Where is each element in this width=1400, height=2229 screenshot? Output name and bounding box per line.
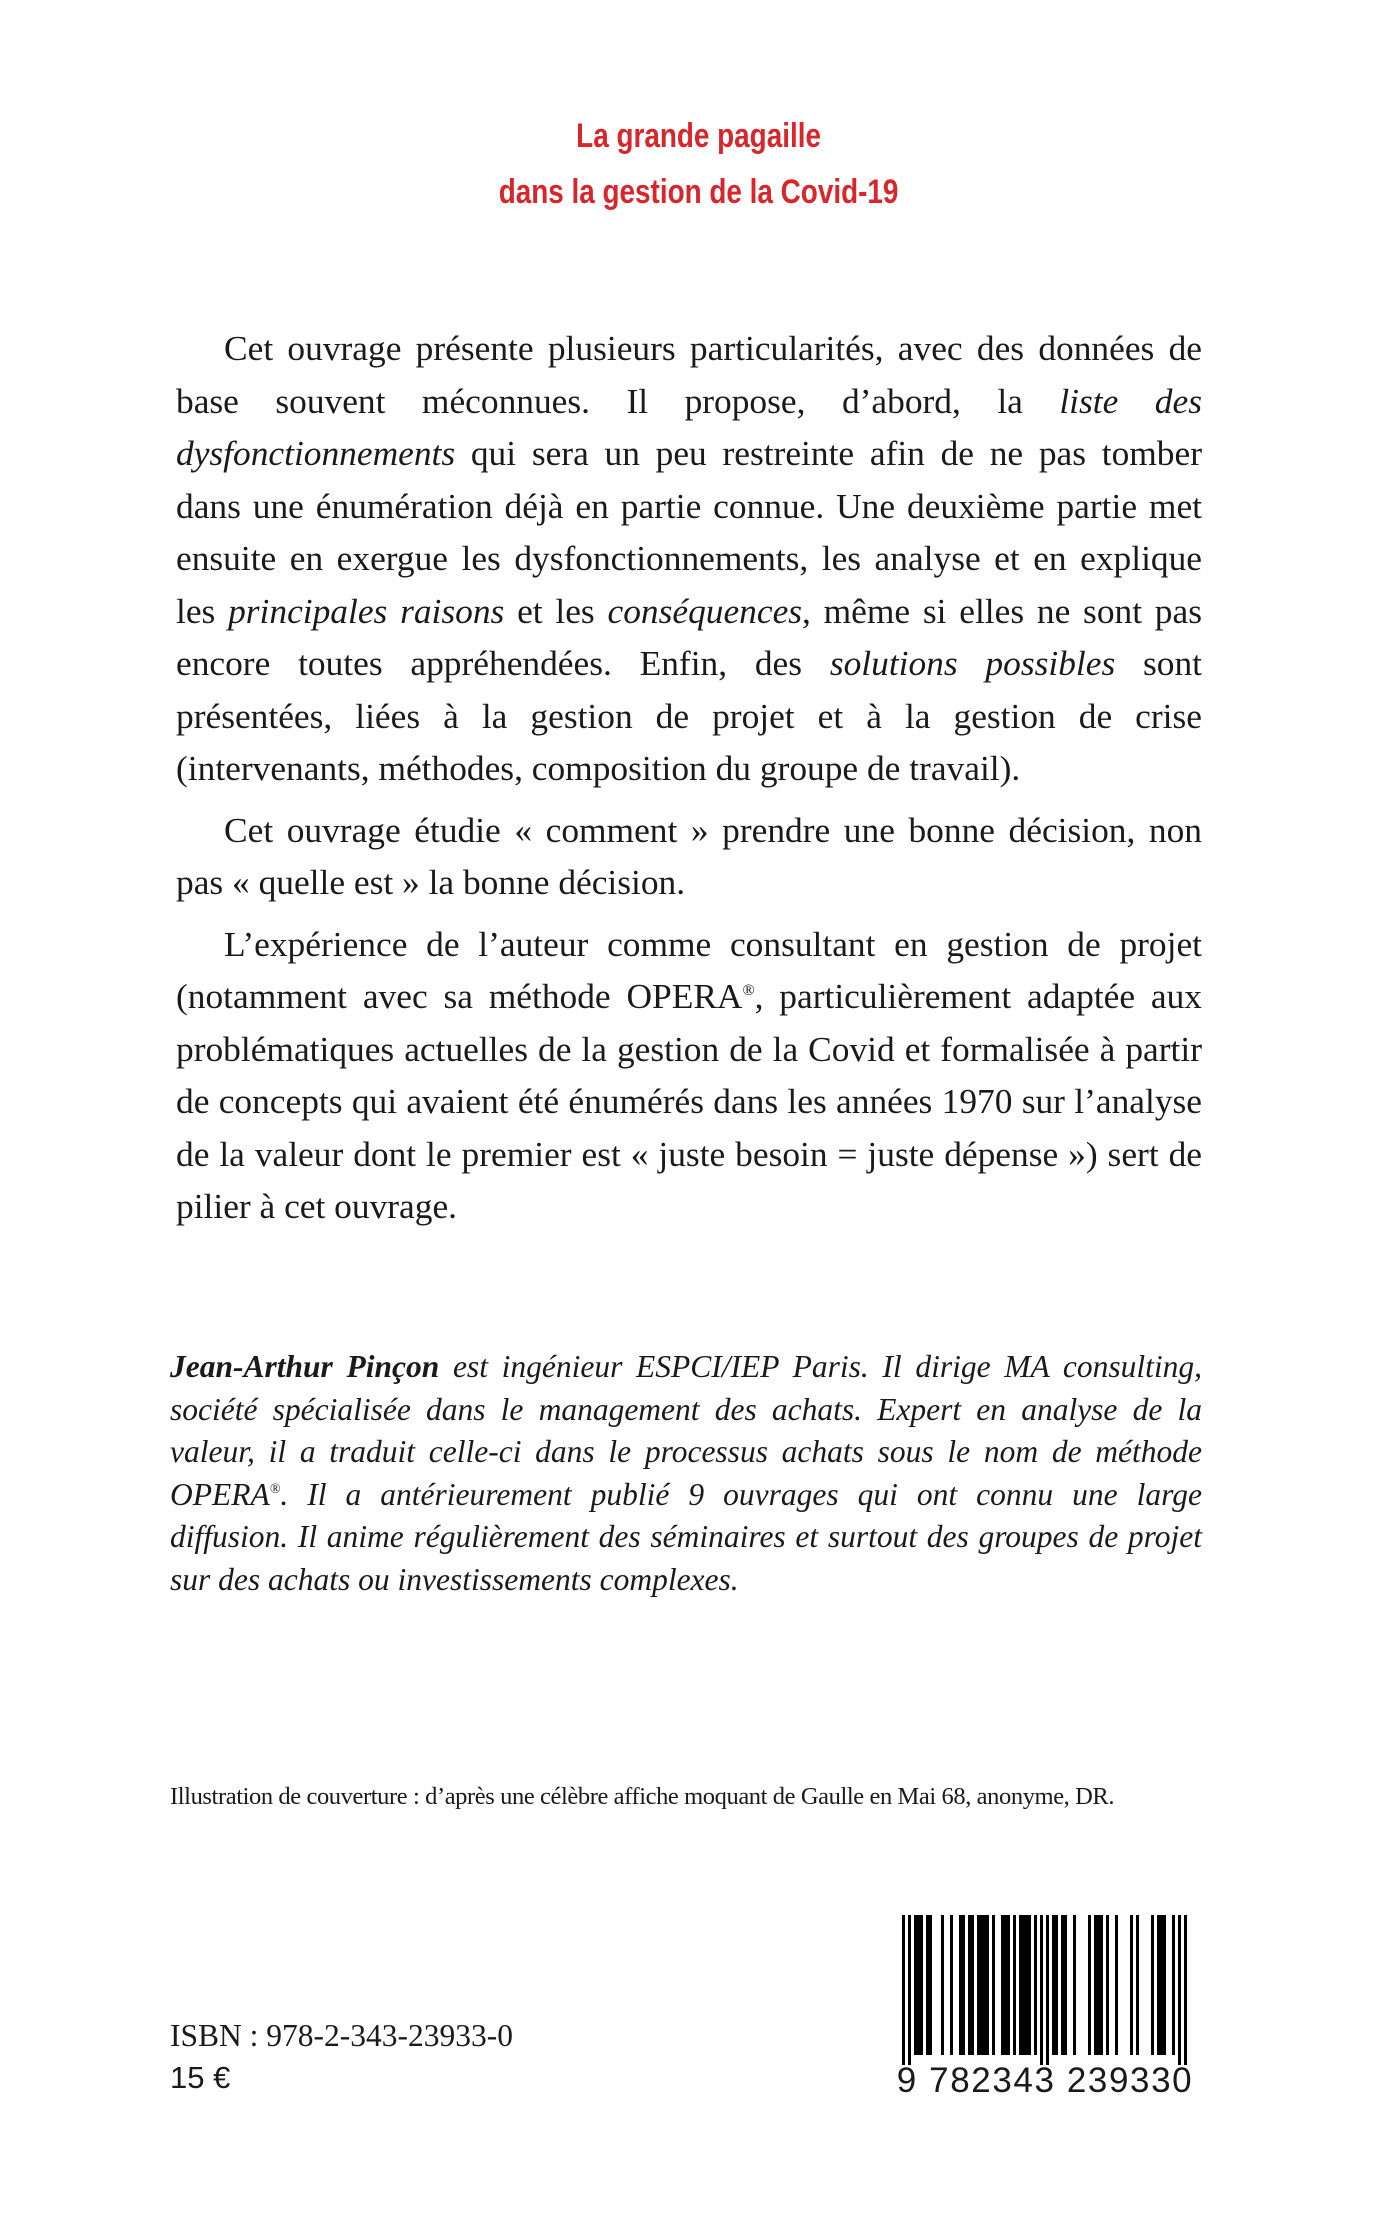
barcode-bar xyxy=(950,1915,953,2055)
barcode-bar xyxy=(980,1915,983,2055)
p1-text-5: sont présentées, liées à la gestion de projet et à la gestion de crise (intervenants, méthodes, composition du groupe de travail). xyxy=(176,643,1202,788)
barcode-bar xyxy=(1013,1915,1016,2055)
book-description xyxy=(176,322,1202,1242)
barcode-bar xyxy=(1172,1915,1175,2055)
bio-registered-mark: ® xyxy=(269,1481,281,1497)
barcode-bar xyxy=(920,1915,923,2055)
barcode-bar xyxy=(1157,1915,1160,2055)
p1-emphasis-4: solutions possibles xyxy=(829,643,1116,683)
p1-text-2: qui sera un peu restreinte afin de ne pas tomber dans une énumération déjà en partie connue. Une deuxième partie met ensuite en exergue les dysfonctionnements, les analyse et en explique les xyxy=(176,433,1202,631)
barcode-bar xyxy=(1064,1915,1067,2055)
bio-text-1: est ingénieur ESPCI/IEP Paris. Il dirige MA consulting, société spécialisée dans le management des achats. Expert en analyse de la valeur, il a traduit celle-ci dans le processus achats sous le nom de méthode OPERA xyxy=(170,1349,1202,1512)
barcode-bar xyxy=(1040,1915,1043,2065)
p1-emphasis-2: principales raisons xyxy=(228,590,505,631)
barcode-bar xyxy=(1028,1915,1031,2055)
registered-mark: ® xyxy=(742,982,755,999)
p1-emphasis-3: conséquences xyxy=(607,590,803,631)
barcode-bar xyxy=(941,1915,944,2055)
barcode-bar xyxy=(1034,1915,1037,2055)
barcode-bar xyxy=(962,1915,965,2055)
barcode-bar xyxy=(914,1915,917,2055)
barcode-bar xyxy=(902,1915,905,2065)
barcode-bar xyxy=(1022,1915,1025,2055)
barcode-bar xyxy=(1046,1915,1049,2065)
author-bio xyxy=(170,1346,1202,1601)
p3-text-2: , particulièrement adaptée aux problématiques actuelles de la gestion de la Covid et formalisée à partir de concepts qui avaient été énumérés dans les années 1970 sur l’analyse de la valeur dont le premier est « juste besoin = juste dépense ») sert de pilier à cet ouvrage. xyxy=(176,976,1202,1226)
barcode-bar xyxy=(971,1915,974,2055)
barcode-bar xyxy=(1178,1915,1181,2065)
barcode-bar xyxy=(1019,1915,1022,2055)
barcode-bar xyxy=(968,1915,971,2055)
barcode-bar xyxy=(986,1915,989,2055)
p1-text-3: et les xyxy=(504,590,608,631)
barcode-bar xyxy=(1025,1915,1028,2055)
price-label: 15 € xyxy=(170,2060,231,2095)
barcode-bar xyxy=(1055,1915,1058,2055)
barcode-bar xyxy=(1160,1915,1163,2055)
isbn-label: ISBN : 978-2-343-23933-0 xyxy=(170,2018,513,2053)
p1-text-1: Cet ouvrage présente plusieurs particularités, avec des données de base souvent méconnues. Il propose, d’abord, la xyxy=(176,328,1202,421)
barcode-bar xyxy=(959,1915,962,2055)
barcode-bar xyxy=(1001,1915,1004,2055)
barcode-digits: 9 782343 239330 xyxy=(896,2061,1194,2100)
barcode-bar xyxy=(1100,1915,1103,2055)
barcode-bar xyxy=(1136,1915,1139,2055)
p3-text-1: L’expérience de l’auteur comme consultant en gestion de projet (notamment avec sa méthode OPERA xyxy=(176,923,1202,1016)
barcode-bars xyxy=(880,1915,1210,2065)
bio-text-2: . Il a antérieurement publié 9 ouvrages qui ont connu une large diffusion. Il anime régulièrement des séminaires et surtout des groupes de projet sur des achats ou investissements complexes. xyxy=(170,1476,1202,1597)
barcode-bar xyxy=(1184,1915,1187,2065)
barcode-bar xyxy=(992,1915,995,2055)
barcode-bar xyxy=(917,1915,920,2055)
isbn-barcode xyxy=(880,1915,1210,2105)
barcode-bar xyxy=(1004,1915,1007,2055)
barcode-bar xyxy=(983,1915,986,2055)
description-paragraph-1 xyxy=(176,322,1202,795)
barcode-bar xyxy=(1052,1915,1055,2055)
barcode-bar xyxy=(1163,1915,1166,2055)
barcode-bar xyxy=(1097,1915,1100,2055)
barcode-bar xyxy=(1073,1915,1076,2055)
book-title xyxy=(125,108,1273,220)
author-name: Jean-Arthur Pinçon xyxy=(170,1349,440,1384)
barcode-bar xyxy=(1106,1915,1109,2055)
description-paragraph-3 xyxy=(176,918,1202,1233)
cover-illustration-credit: Illustration de couverture : d’après une célèbre affiche moquant de Gaulle en Mai 68, anonyme, DR. xyxy=(170,1783,1115,1810)
description-paragraph-2: Cet ouvrage étudie « comment » prendre une bonne décision, non pas « quelle est » la bonne décision. xyxy=(176,809,1202,902)
barcode-bar xyxy=(1061,1915,1064,2055)
barcode-bar xyxy=(1151,1915,1154,2055)
barcode-bar xyxy=(1130,1915,1133,2055)
barcode-bar xyxy=(977,1915,980,2055)
p1-emphasis-1: liste des dysfonctionnements xyxy=(176,380,1202,473)
title-line-1: La grande pagaille xyxy=(576,117,821,155)
barcode-bar xyxy=(929,1915,932,2055)
title-line-2: dans la gestion de la Covid-19 xyxy=(498,173,899,211)
barcode-bar xyxy=(1115,1915,1118,2055)
barcode-bar xyxy=(1094,1915,1097,2055)
barcode-bar xyxy=(908,1915,911,2065)
barcode-bar xyxy=(1007,1915,1010,2055)
p1-text-4: , même si elles ne sont pas encore toutes appréhendées. Enfin, des xyxy=(176,590,1202,683)
barcode-bar xyxy=(926,1915,929,2055)
barcode-bar xyxy=(1088,1915,1091,2055)
